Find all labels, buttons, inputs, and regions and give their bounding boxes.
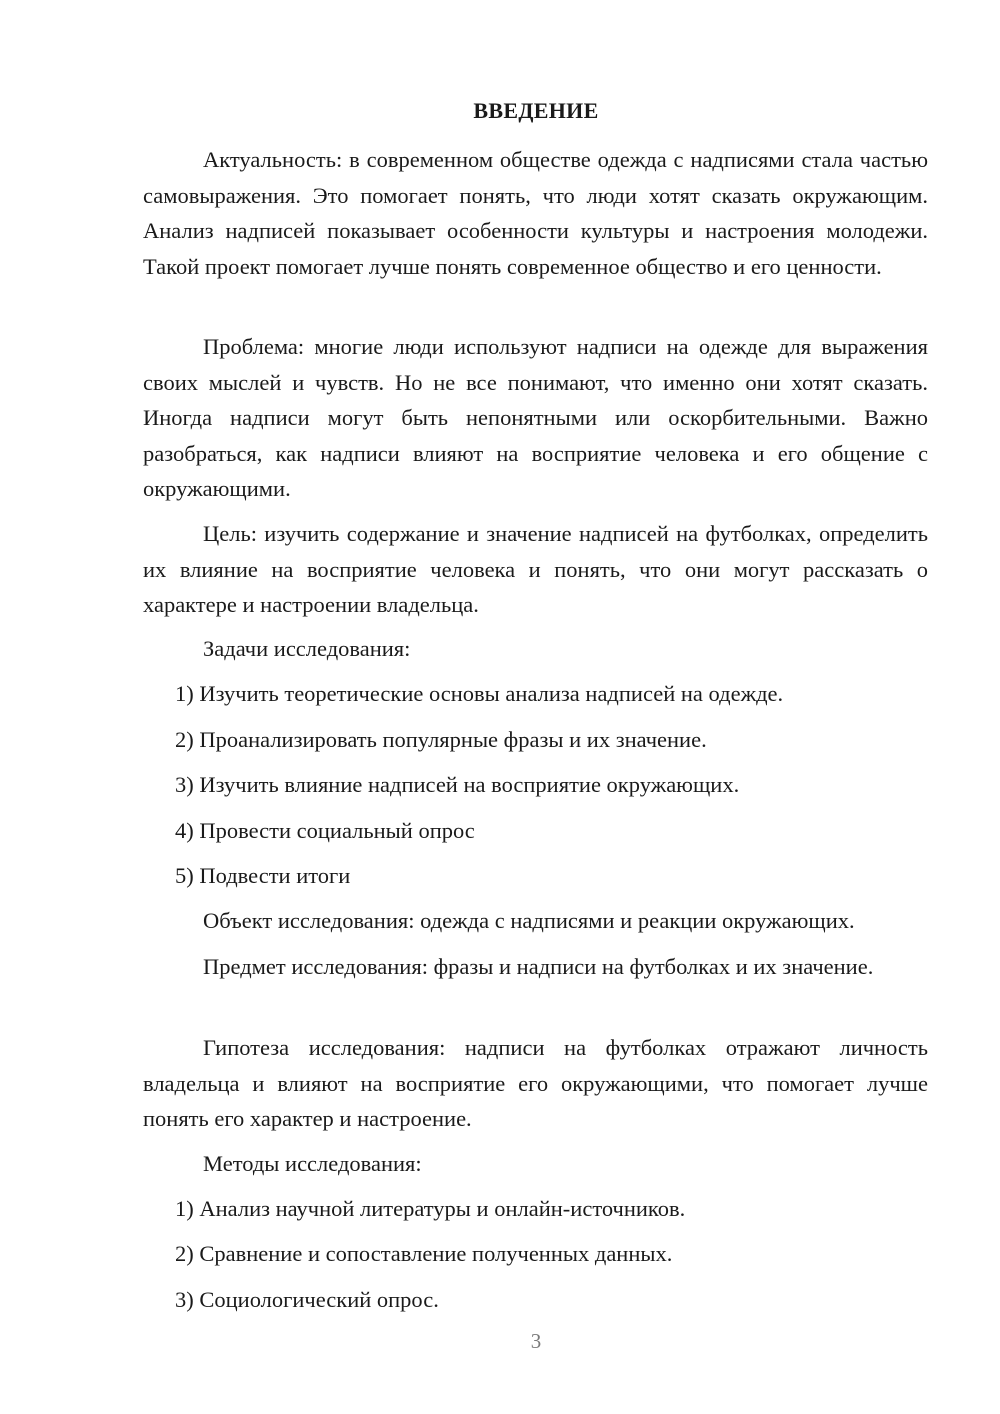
object-paragraph: Объект исследования: одежда с надписями и реакции окружающих. — [203, 908, 855, 933]
problem-paragraph: Проблема: многие люди используют надписи на одежде для выражения своих мыслей и чувств. Но не все понимают, что именно они хотят сказать. Иногда надписи могут быть непонятными или оскорбительными. Важно разобраться, как надписи влияют на восприятие человека и его общение с окружающими. — [143, 334, 928, 501]
task-item: 3) Изучить влияние надписей на восприятие окружающих. — [175, 772, 740, 797]
hypothesis-paragraph: Гипотеза исследования: надписи на футболках отражают личность владельца и влияют на восприятие его окружающими, что помогает лучше понять его характер и настроение. — [143, 1035, 928, 1131]
subject-paragraph: Предмет исследования: фразы и надписи на футболках и их значение. — [203, 954, 874, 979]
task-item: 2) Проанализировать популярные фразы и их значение. — [175, 727, 707, 752]
tasks-heading: Задачи исследования: — [203, 636, 411, 661]
methods-heading: Методы исследования: — [203, 1151, 422, 1176]
section-title: ВВЕДЕНИЕ — [473, 98, 599, 123]
relevance-paragraph: Актуальность: в современном обществе одежда с надписями стала частью самовыражения. Это помогает понять, что люди хотят сказать окружающим. Анализ надписей показывает особенности культуры и настроения молодежи. Такой проект помогает лучше понять современное общество и его ценности. — [143, 147, 928, 279]
goal-paragraph: Цель: изучить содержание и значение надписей на футболках, определить их влияние на восприятие человека и понять, что они могут рассказать о характере и настроении владельца. — [143, 521, 928, 617]
method-item: 2) Сравнение и сопоставление полученных данных. — [175, 1241, 673, 1266]
page-number: 3 — [530, 1329, 542, 1353]
method-item: 3) Социологический опрос. — [175, 1287, 439, 1312]
task-item: 4) Провести социальный опрос — [175, 818, 475, 843]
method-item: 1) Анализ научной литературы и онлайн-источников. — [175, 1196, 686, 1221]
task-item: 1) Изучить теоретические основы анализа надписей на одежде. — [175, 681, 784, 706]
task-item: 5) Подвести итоги — [175, 863, 351, 888]
